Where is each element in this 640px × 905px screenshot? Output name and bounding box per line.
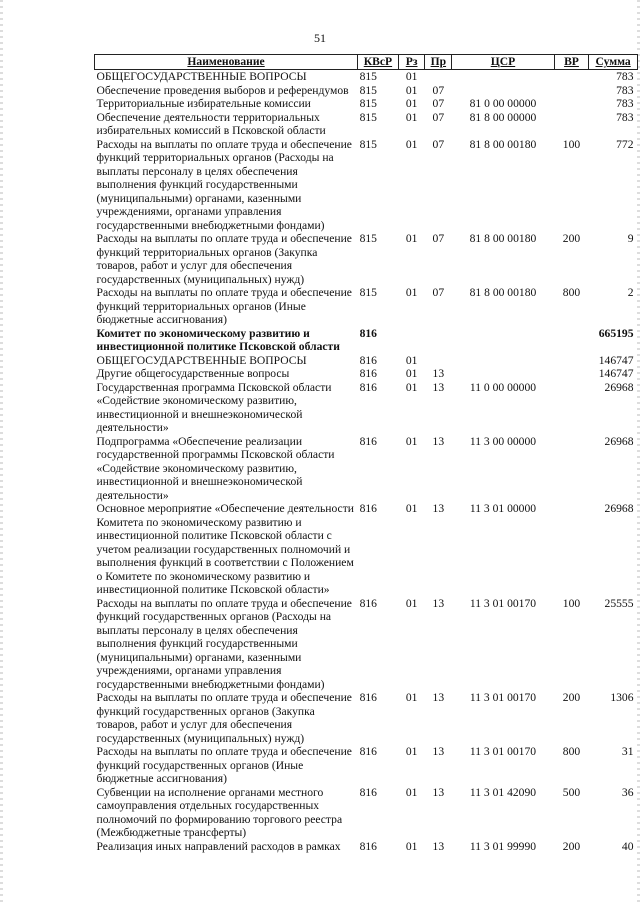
cell-rz: 01 bbox=[405, 286, 418, 299]
cell-vr: 200 bbox=[562, 232, 581, 245]
cell-csr: 81 8 00 00180 bbox=[469, 286, 537, 299]
cell-kvsr: 815 bbox=[359, 97, 377, 110]
cell-sum: 665195 bbox=[598, 326, 634, 340]
cell-csr: 11 3 00 00000 bbox=[469, 434, 537, 448]
cell-pr: 07 bbox=[432, 137, 445, 151]
cell-csr: 11 3 01 00170 bbox=[469, 691, 537, 704]
page-number: 51 bbox=[314, 31, 326, 45]
cell-rz bbox=[398, 327, 425, 354]
cell-csr: 11 0 00 00000 bbox=[469, 380, 537, 394]
cell-csr bbox=[452, 70, 555, 84]
cell-sum: 40 bbox=[621, 839, 634, 853]
table-row bbox=[95, 435, 638, 503]
cell-sum: 25555 bbox=[604, 596, 634, 610]
cell-name: Основное мероприятие «Обеспечение деятельности Комитета по экономическому развитию и инвестиционной политике Псковской области с учетом реализации государственных полномочий и выполнения функций в соответствии с Положением о Комитете по экономическому развитию и инвестиционной политике Псковской области» bbox=[96, 502, 354, 596]
cell-pr bbox=[425, 327, 452, 354]
col-header-kvsr: КВсР bbox=[358, 55, 399, 70]
cell-kvsr: 815 bbox=[359, 110, 377, 124]
cell-pr: 07 bbox=[432, 97, 445, 110]
cell-vr: 500 bbox=[562, 785, 581, 799]
cell-pr: 13 bbox=[432, 380, 445, 394]
table-row bbox=[95, 84, 638, 98]
cell-pr: 07 bbox=[432, 83, 445, 97]
cell-csr: 11 3 01 42090 bbox=[469, 785, 537, 799]
cell-rz: 01 bbox=[405, 137, 418, 151]
cell-vr bbox=[554, 84, 589, 98]
cell-name: ОБЩЕГОСУДАРСТВЕННЫЕ ВОПРОСЫ bbox=[96, 353, 307, 367]
cell-csr bbox=[452, 84, 555, 98]
cell-vr: 100 bbox=[562, 137, 581, 151]
table-row bbox=[95, 327, 638, 354]
table-row bbox=[95, 138, 638, 233]
cell-name: Реализация иных направлений расходов в рамках bbox=[96, 839, 341, 853]
cell-rz: 01 bbox=[405, 502, 418, 515]
cell-rz: 01 bbox=[405, 745, 418, 758]
cell-kvsr: 816 bbox=[359, 353, 377, 367]
col-header-rz: Рз bbox=[398, 55, 425, 70]
cell-pr: 13 bbox=[432, 745, 445, 758]
cell-vr bbox=[554, 354, 589, 368]
cell-sum: 1306 bbox=[610, 691, 634, 704]
cell-kvsr: 816 bbox=[359, 839, 377, 853]
cell-sum: 26968 bbox=[604, 434, 634, 448]
col-header-sum: Сумма bbox=[589, 55, 638, 70]
cell-sum: 146747 bbox=[598, 367, 634, 380]
cell-name: Расходы на выплаты по оплате труда и обеспечение функций государственных органов (Закупка товаров, работ и услуг для обеспечения государственных (муниципальных) нужд) bbox=[96, 691, 352, 745]
cell-vr bbox=[554, 435, 589, 503]
table-row bbox=[95, 70, 638, 84]
table-body bbox=[95, 70, 638, 854]
cell-rz: 01 bbox=[405, 785, 418, 799]
table-row bbox=[95, 840, 638, 854]
cell-sum: 783 bbox=[616, 83, 634, 97]
table-row bbox=[95, 286, 638, 327]
cell-vr: 200 bbox=[562, 839, 581, 853]
table-row bbox=[95, 381, 638, 435]
col-header-name: Наименование bbox=[95, 55, 358, 70]
table-row bbox=[95, 502, 638, 597]
cell-sum: 36 bbox=[621, 785, 634, 799]
cell-csr: 81 8 00 00180 bbox=[469, 137, 537, 151]
cell-name: Другие общегосударственные вопросы bbox=[96, 367, 290, 380]
cell-kvsr: 815 bbox=[359, 286, 377, 299]
cell-pr: 13 bbox=[432, 785, 445, 799]
cell-vr bbox=[554, 381, 589, 435]
cell-name: Расходы на выплаты по оплате труда и обеспечение функций территориальных органов (Закупка товаров, работ и услуг для обеспечения государственных (муниципальных) нужд) bbox=[96, 232, 352, 286]
cell-sum: 26968 bbox=[604, 380, 634, 394]
cell-name: Расходы на выплаты по оплате труда и обеспечение функций территориальных органов (Расходы на выплаты персоналу в целях обеспечения выполнения функций государственными (муниципальными) органами, казенными учреждениями, органами управления государственными внебюджетными фондами) bbox=[96, 137, 352, 232]
cell-csr: 11 3 01 00170 bbox=[469, 745, 537, 758]
cell-name: Территориальные избирательные комиссии bbox=[96, 97, 311, 110]
cell-sum: 31 bbox=[621, 745, 634, 758]
cell-kvsr: 816 bbox=[359, 596, 377, 610]
cell-vr bbox=[554, 70, 589, 84]
cell-kvsr: 816 bbox=[359, 745, 377, 758]
cell-rz: 01 bbox=[405, 97, 418, 110]
cell-rz: 01 bbox=[405, 380, 418, 394]
cell-vr: 800 bbox=[562, 745, 581, 758]
cell-sum: 146747 bbox=[598, 353, 634, 367]
table-row bbox=[95, 367, 638, 381]
cell-vr: 800 bbox=[562, 286, 581, 299]
cell-rz: 01 bbox=[405, 83, 418, 97]
cell-name: Обеспечение проведения выборов и референдумов bbox=[96, 83, 349, 97]
cell-rz: 01 bbox=[405, 839, 418, 853]
cell-sum: 772 bbox=[616, 137, 634, 151]
cell-kvsr: 815 bbox=[359, 137, 377, 151]
cell-sum: 783 bbox=[616, 70, 634, 83]
cell-name: ОБЩЕГОСУДАРСТВЕННЫЕ ВОПРОСЫ bbox=[96, 70, 307, 83]
cell-sum: 9 bbox=[627, 232, 634, 245]
cell-vr bbox=[554, 367, 589, 381]
cell-vr: 100 bbox=[562, 596, 581, 610]
cell-csr: 81 0 00 00000 bbox=[469, 97, 537, 110]
cell-sum: 26968 bbox=[604, 502, 634, 515]
cell-name: Расходы на выплаты по оплате труда и обеспечение функций государственных органов (Расходы на выплаты персоналу в целях обеспечения выполнения функций государственными (муниципальными) органами, казенными учреждениями, органами управления государственными внебюджетными фондами) bbox=[96, 596, 352, 691]
cell-kvsr: 815 bbox=[359, 232, 377, 245]
cell-csr: 11 3 01 00000 bbox=[469, 502, 537, 515]
cell-kvsr: 816 bbox=[359, 502, 377, 515]
table-row bbox=[95, 745, 638, 786]
cell-sum: 2 bbox=[627, 286, 634, 299]
cell-rz: 01 bbox=[405, 232, 418, 245]
cell-sum: 783 bbox=[616, 97, 634, 110]
cell-rz: 01 bbox=[405, 596, 418, 610]
table-row bbox=[95, 691, 638, 745]
table-row bbox=[95, 232, 638, 286]
cell-rz: 01 bbox=[405, 353, 418, 367]
cell-vr bbox=[554, 111, 589, 138]
cell-kvsr: 816 bbox=[359, 326, 377, 340]
cell-csr bbox=[452, 367, 555, 381]
table-row bbox=[95, 786, 638, 840]
cell-csr: 81 8 00 00180 bbox=[469, 232, 537, 245]
cell-name: Комитет по экономическому развитию и инвестиционной политике Псковской области bbox=[96, 326, 340, 353]
cell-pr: 13 bbox=[432, 434, 445, 448]
cell-csr: 11 3 01 00170 bbox=[469, 596, 537, 610]
cell-kvsr: 816 bbox=[359, 785, 377, 799]
cell-name: Обеспечение деятельности территориальных избирательных комиссий в Псковской области bbox=[96, 110, 326, 137]
table-row bbox=[95, 354, 638, 368]
cell-kvsr: 816 bbox=[359, 691, 377, 704]
cell-kvsr: 816 bbox=[359, 380, 377, 394]
cell-name: Расходы на выплаты по оплате труда и обеспечение функций государственных органов (Иные бюджетные ассигнования) bbox=[96, 745, 352, 785]
cell-pr: 13 bbox=[432, 839, 445, 853]
cell-pr: 13 bbox=[432, 367, 445, 380]
cell-pr: 13 bbox=[432, 691, 445, 704]
cell-rz: 01 bbox=[405, 110, 418, 124]
cell-pr: 07 bbox=[432, 286, 445, 299]
cell-csr: 11 3 01 99990 bbox=[469, 839, 537, 853]
cell-name: Государственная программа Псковской области «Содействие экономическому развитию, инвестиционной и внешнеэкономической деятельности» bbox=[96, 380, 332, 434]
cell-rz: 01 bbox=[405, 691, 418, 704]
cell-pr: 13 bbox=[432, 596, 445, 610]
col-header-csr: ЦСР bbox=[452, 55, 555, 70]
table-header-row bbox=[95, 55, 638, 70]
cell-csr bbox=[452, 354, 555, 368]
cell-rz: 01 bbox=[405, 434, 418, 448]
cell-kvsr: 815 bbox=[359, 83, 377, 97]
cell-pr: 07 bbox=[432, 110, 445, 124]
scan-edge-left bbox=[0, 0, 3, 905]
cell-pr: 07 bbox=[432, 232, 445, 245]
cell-name: Субвенции на исполнение органами местного самоуправления отдельных государственных полномочий по формированию торгового реестра (Межбюджетные трансферты) bbox=[96, 785, 343, 839]
cell-rz: 01 bbox=[405, 367, 418, 380]
table-row bbox=[95, 597, 638, 692]
col-header-vr: ВР bbox=[554, 55, 589, 70]
cell-csr bbox=[452, 327, 555, 354]
table-row bbox=[95, 111, 638, 138]
cell-sum: 783 bbox=[616, 110, 634, 124]
cell-vr bbox=[554, 97, 589, 111]
table-row bbox=[95, 97, 638, 111]
col-header-pr: Пр bbox=[425, 55, 452, 70]
cell-vr bbox=[554, 327, 589, 354]
cell-pr bbox=[425, 354, 452, 368]
cell-kvsr: 816 bbox=[359, 434, 377, 448]
cell-kvsr: 816 bbox=[359, 367, 377, 380]
budget-table bbox=[94, 54, 638, 853]
cell-vr bbox=[554, 502, 589, 597]
cell-vr: 200 bbox=[562, 691, 581, 704]
cell-name: Расходы на выплаты по оплате труда и обеспечение функций территориальных органов (Иные бюджетные ассигнования) bbox=[96, 286, 352, 326]
cell-csr: 81 8 00 00000 bbox=[469, 110, 537, 124]
cell-pr bbox=[425, 70, 452, 84]
cell-kvsr: 815 bbox=[359, 70, 377, 83]
cell-name: Подпрограмма «Обеспечение реализации государственной программы Псковской области «Содействие экономическому развитию, инвестиционной и внешнеэкономической деятельности» bbox=[96, 434, 335, 502]
cell-rz: 01 bbox=[405, 70, 418, 83]
cell-pr: 13 bbox=[432, 502, 445, 515]
